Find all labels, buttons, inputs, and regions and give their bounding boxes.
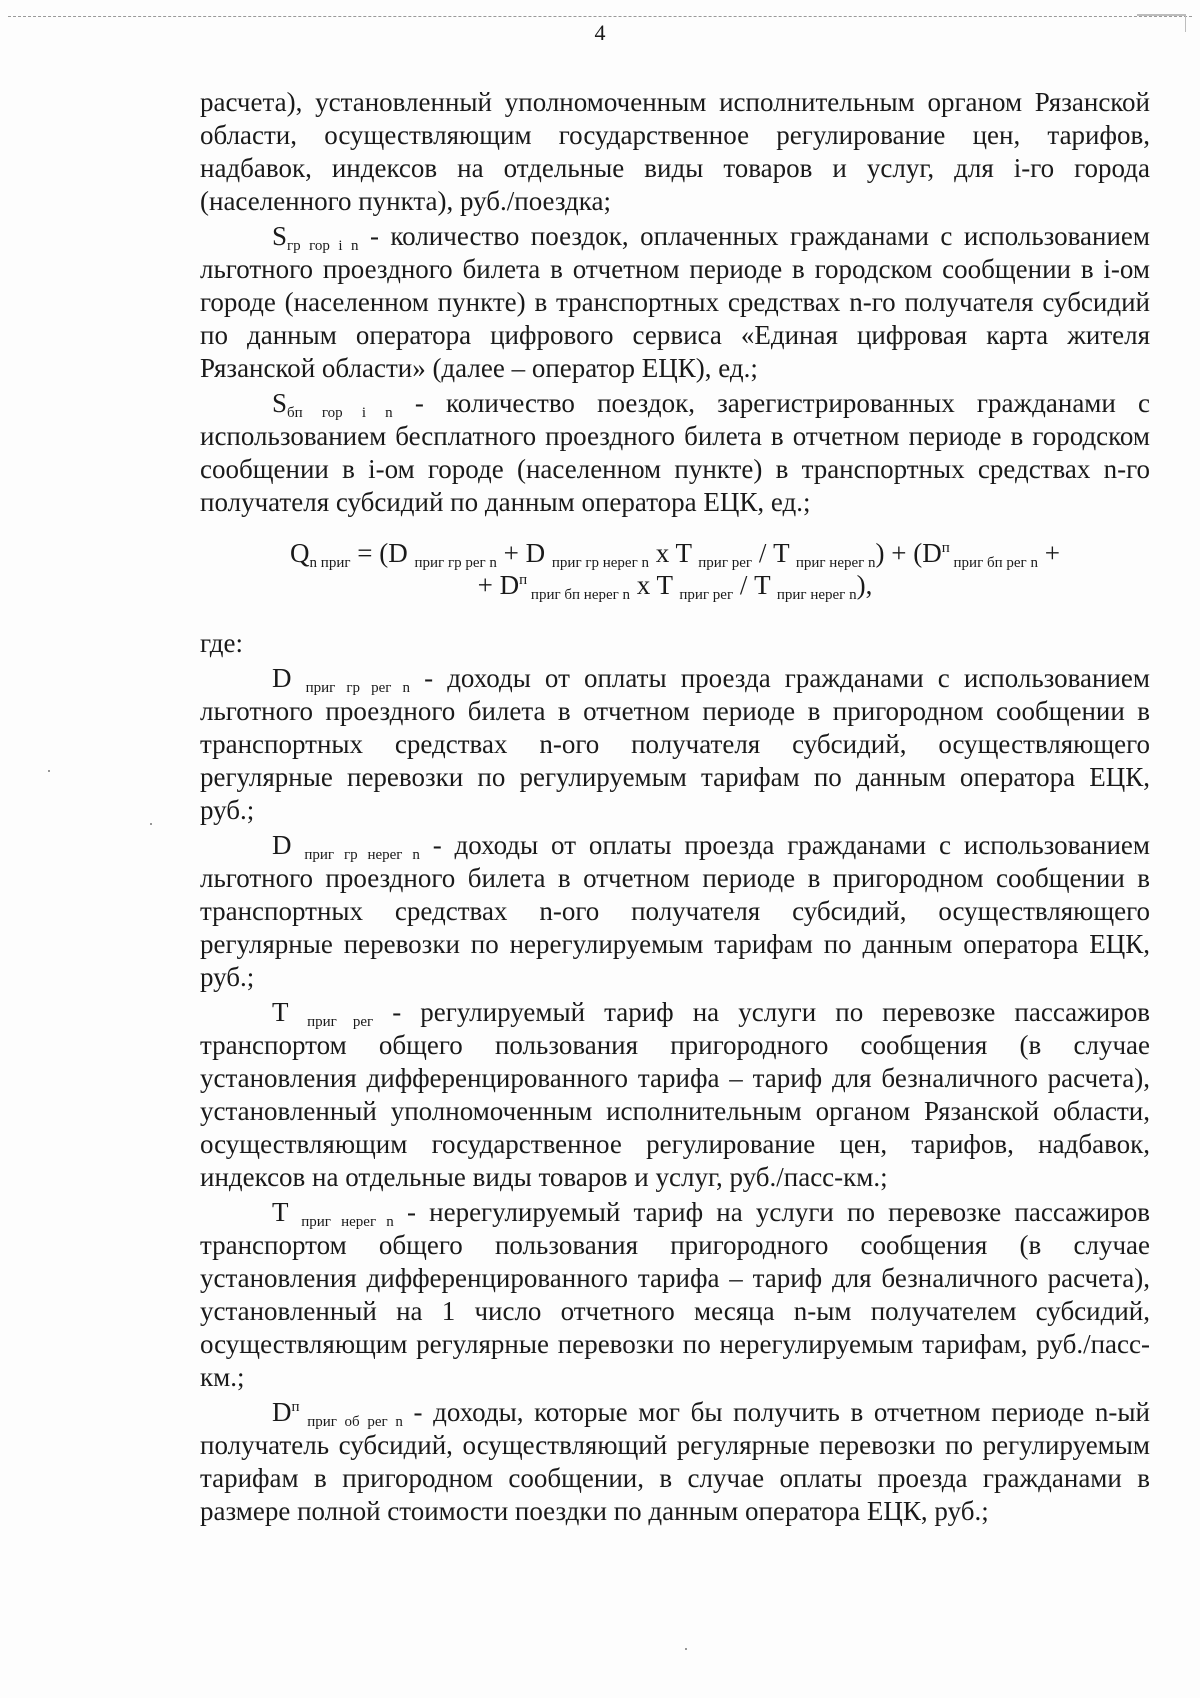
scan-speck [48,770,50,772]
formula-subscript: приг нерег n [795,555,876,571]
symbol-subscript: приг об рег n [299,1414,403,1430]
symbol: T [272,1197,302,1227]
document-body [200,86,1150,1530]
symbol: D [272,1397,292,1427]
formula-term: x T [630,570,680,600]
definition-s-gr [200,220,1150,385]
definition-t-reg [200,996,1150,1194]
formula-term: / T [733,570,777,600]
definition-text: - количество поездок, оплаченных гражданами с использованием льготного проездного билета в отчетном периоде в городском сообщении в i-ом городе (населенном пункте) в транспортных средствах n-го получателя субсидий по данным оператора цифрового сервиса «Единая цифровая карта жителя Рязанской области» (далее – оператор ЕЦК), ед.; [200,221,1150,383]
where-label: где: [200,628,243,658]
symbol-subscript: гр гор i n [287,238,359,254]
formula-subscript: приг гр рег n [414,555,497,571]
symbol-superscript: п [291,1399,300,1415]
symbol-subscript: приг гр рег n [305,680,411,696]
page-number: 4 [594,20,606,45]
formula-line-2 [200,569,1150,601]
symbol-subscript: приг рег [307,1014,374,1030]
definition-text: - доходы от оплаты проезда гражданами с использованием льготного проездного билета в отчетном периоде в пригородном сообщении в транспортных средствах n-ого получателя субсидий, осуществляющего регулярные перевозки по регулируемым тарифам по данным оператора ЕЦК, руб.; [200,663,1151,825]
formula-subscript: приг рег [698,555,753,571]
formula-term: Q [290,538,310,568]
formula-term: ) + (D [875,538,942,568]
scan-speck [685,1648,687,1650]
formula-superscript: п [941,540,950,556]
symbol: D [272,663,306,693]
definition-d-ob-reg [200,1396,1150,1528]
definition-text: - регулируемый тариф на услуги по перевозке пассажиров транспортом общего пользования пригородного сообщения (в случае установления дифференцированного тарифа – тариф для безналичного расчета), установленный уполномоченным исполнительным органом Рязанской области, осуществляющим государственное регулирование цен, тарифов, надбавок, индексов на отдельные виды товаров и услуг, руб./пасс-км.; [200,997,1150,1192]
scan-speck [150,823,152,825]
symbol-subscript: приг нерег n [301,1214,394,1230]
formula-term: + [1037,538,1060,568]
formula-q [200,537,1150,601]
formula-subscript: n приг [309,555,351,571]
formula-subscript: приг бп нерег n [527,587,631,603]
formula-subscript: приг нерег n [776,587,857,603]
symbol: S [272,388,288,418]
formula-subscript: приг рег [679,587,734,603]
symbol: D [272,830,305,860]
definition-t-nereg [200,1196,1150,1394]
definition-d-gr-reg [200,662,1150,827]
formula-term: x T [649,538,699,568]
definition-d-gr-nereg [200,829,1150,994]
formula-term: + D [496,538,552,568]
definition-s-bp [200,387,1150,519]
symbol: T [272,997,308,1027]
formula-line-1 [200,537,1150,569]
definition-text: - доходы от оплаты проезда гражданами с использованием льготного проездного билета в отчетном периоде в пригородном сообщении в транспортных средствах n-ого получателя субсидий, осуществляющего регулярные перевозки по нерегулируемым тарифам по данным оператора ЕЦК, руб.; [200,830,1151,992]
formula-term: ), [856,570,873,600]
formula-term: / T [752,538,796,568]
definition-text: - доходы, которые мог бы получить в отчетном периоде n-ый получатель субсидий, осуществляющий регулярные перевозки по регулируемым тарифам в пригородном сообщении, в случае оплаты проезда гражданами в размере полной стоимости поездки по данным оператора ЕЦК, руб.; [200,1397,1150,1526]
formula-subscript: приг бп рег n [949,555,1038,571]
symbol-subscript: бп гор i n [287,405,393,421]
symbol-subscript: приг гр нерег n [304,847,420,863]
formula-superscript: п [519,572,528,588]
formula-term: = (D [350,538,415,568]
formula-subscript: приг гр нерег n [551,555,649,571]
symbol: S [272,221,288,251]
paragraph-continuation: расчета), установленный уполномоченным исполнительным органом Рязанской области, осуществляющим государственное регулирование цен, тарифов, надбавок, индексов на отдельные виды товаров и услуг, для i-го города (населенного пункта), руб./поездка; [200,87,1150,216]
definition-text: - количество поездок, зарегистрированных гражданами с использованием бесплатного проездного билета в отчетном периоде в городском сообщении в i-ом городе (населенном пункте) в транспортных средствах n-го получателя субсидий по данным оператора ЕЦК, ед.; [200,388,1150,517]
formula-term: + D [477,570,520,600]
definition-text: - нерегулируемый тариф на услуги по перевозке пассажиров транспортом общего пользования пригородного сообщения (в случае установления дифференцированного тарифа – тариф для безналичного расчета), установленный на 1 число отчетного месяца n-ым получателем субсидий, осуществляющим регулярные перевозки по нерегулируемым тарифам, руб./пасс-км.; [200,1197,1150,1392]
